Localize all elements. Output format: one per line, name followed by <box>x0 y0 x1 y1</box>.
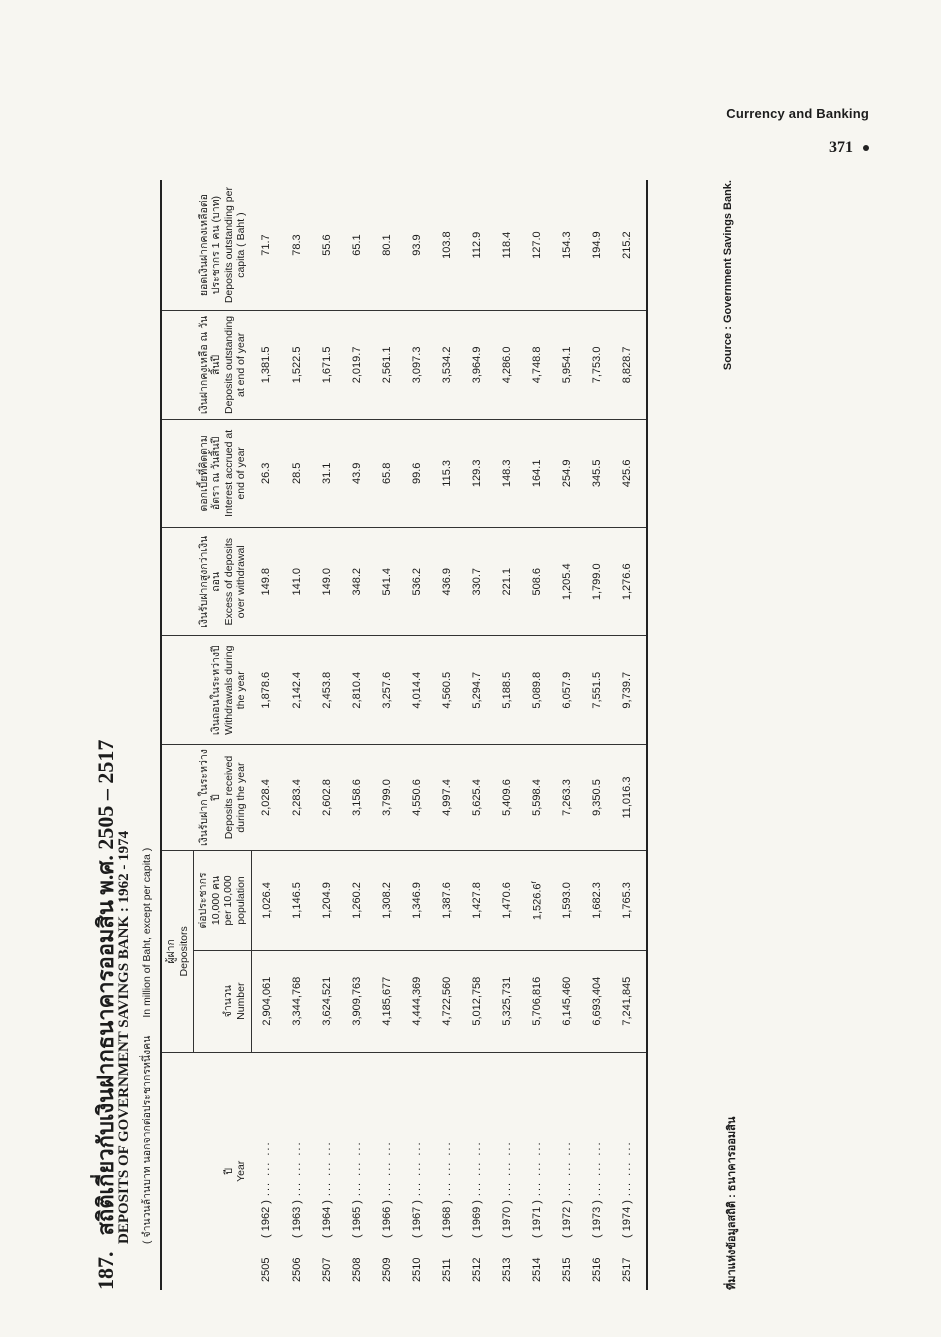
cell-year <box>372 1052 402 1290</box>
year-be: 2509 <box>380 1257 393 1282</box>
cell-withdrawals: 2,453.8 <box>312 636 342 744</box>
cell-per-capita: 194.9 <box>590 231 603 259</box>
cell-interest: 148.3 <box>492 419 522 527</box>
cell-number: 5,012,758 <box>462 950 492 1052</box>
cell-deposits-received: 11,016.3 <box>612 744 647 850</box>
cell-number: 2,904,061 <box>251 950 282 1052</box>
cell-interest: 99.6 <box>402 419 432 527</box>
table-row <box>402 180 432 1290</box>
cell-per-capita: 118.4 <box>500 231 513 259</box>
cell-excess: 141.0 <box>282 528 312 636</box>
cell-deposits-received: 9,350.5 <box>582 744 612 850</box>
year-ce: ( 1963 ) <box>290 1200 303 1238</box>
cell-per-capita: 80.1 <box>380 234 393 256</box>
year-ce: ( 1972 ) <box>560 1200 573 1238</box>
year-ce: ( 1964 ) <box>320 1200 333 1238</box>
table-row <box>552 180 582 1290</box>
cell-excess: 1,799.0 <box>582 528 612 636</box>
bullet-dot <box>863 145 869 151</box>
table-row <box>372 180 402 1290</box>
page-header <box>726 106 869 157</box>
cell-outstanding: 7,753.0 <box>582 311 612 419</box>
table-row <box>522 180 552 1290</box>
row-leader: ... ... ... <box>590 1140 603 1197</box>
cell-excess: 1,205.4 <box>552 528 582 636</box>
year-ce: ( 1969 ) <box>470 1200 483 1238</box>
cell-per-population: 1,526.6$^r$ <box>522 851 552 951</box>
cell-per-population: 1,026.4 <box>251 851 282 951</box>
cell-excess: 149.0 <box>312 528 342 636</box>
deposits-table <box>160 180 648 1290</box>
cell-year <box>312 1052 342 1290</box>
cell-deposits-received: 2,028.4 <box>251 744 282 850</box>
cell-deposits-received: 5,409.6 <box>492 744 522 850</box>
cell-per-capita: 103.8 <box>440 231 453 259</box>
row-leader: ... ... ... <box>530 1140 543 1197</box>
year-ce: ( 1970 ) <box>500 1200 513 1238</box>
table-title-thai: 187.สถิติเกี่ยวกับเงินฝากธนาคารออมสิน พ.ศ. 2505 – 2517 <box>93 739 118 1290</box>
cell-year <box>492 1052 522 1290</box>
cell-interest: 425.6 <box>612 419 647 527</box>
cell-excess: 541.4 <box>372 528 402 636</box>
cell-per-population: 1,387.6 <box>432 851 462 951</box>
row-leader: ... ... ... <box>470 1140 483 1197</box>
cell-outstanding: 4,286.0 <box>492 311 522 419</box>
row-leader: ... ... ... <box>560 1140 573 1197</box>
cell-per-population: 1,470.6 <box>492 851 522 951</box>
table-row <box>462 180 492 1290</box>
table-row <box>612 180 647 1290</box>
row-leader: ... ... ... <box>380 1140 393 1197</box>
cell-outstanding: 1,381.5 <box>251 311 282 419</box>
cell-deposits-received: 5,598.4 <box>522 744 552 850</box>
table-row <box>582 180 612 1290</box>
cell-number: 5,706,816 <box>522 950 552 1052</box>
cell-interest: 164.1 <box>522 419 552 527</box>
cell-number: 4,444,369 <box>402 950 432 1052</box>
cell-deposits-received: 2,283.4 <box>282 744 312 850</box>
year-be: 2511 <box>440 1258 453 1282</box>
source-english: Source : Government Savings Bank. <box>722 180 734 371</box>
table-row <box>282 180 312 1290</box>
cell-excess: 348.2 <box>342 528 372 636</box>
cell-per-population: 1,146.5 <box>282 851 312 951</box>
cell-excess: 221.1 <box>492 528 522 636</box>
cell-withdrawals: 1,878.6 <box>251 636 282 744</box>
cell-interest: 43.9 <box>342 419 372 527</box>
cell-number: 4,185,677 <box>372 950 402 1052</box>
cell-per-capita: 112.9 <box>470 231 483 259</box>
cell-number: 6,693,404 <box>582 950 612 1052</box>
year-ce: ( 1973 ) <box>590 1200 603 1238</box>
cell-per-population: 1,308.2 <box>372 851 402 951</box>
year-ce: ( 1974 ) <box>620 1200 633 1238</box>
cell-number: 3,909,763 <box>342 950 372 1052</box>
year-be: 2512 <box>470 1257 483 1282</box>
year-ce: ( 1967 ) <box>410 1200 423 1238</box>
year-be: 2517 <box>620 1257 633 1282</box>
col-header-depositors: ผู้ฝาก Depositors <box>161 851 194 1052</box>
cell-withdrawals: 4,560.5 <box>432 636 462 744</box>
cell-per-capita: 65.1 <box>350 234 363 256</box>
year-be: 2506 <box>290 1257 303 1282</box>
revised-footnote-mark: r <box>529 880 539 884</box>
source-thai: ที่มาแห่งข้อมูลสถิติ : ธนาคารออมสิน <box>726 1116 738 1290</box>
col-header-year: ปี Year <box>161 1052 251 1290</box>
cell-per-capita: 154.3 <box>560 231 573 259</box>
cell-year <box>402 1052 432 1290</box>
cell-per-population: 1,593.0 <box>552 851 582 951</box>
col-header-excess: เงินรับฝากสูงกว่าเงินถอน Excess of deposits over withdrawal <box>161 528 251 636</box>
cell-per-population: 1,204.9 <box>312 851 342 951</box>
cell-deposits-received: 4,550.6 <box>402 744 432 850</box>
cell-interest: 65.8 <box>372 419 402 527</box>
row-leader: ... ... ... <box>320 1140 333 1197</box>
cell-year <box>251 1052 282 1290</box>
cell-excess: 436.9 <box>432 528 462 636</box>
table-row <box>432 180 462 1290</box>
col-header-outstanding: เงินฝากคงเหลือ ณ วันสิ้นปี Deposits outstanding at end of year <box>161 311 251 419</box>
cell-number: 4,722,560 <box>432 950 462 1052</box>
cell-per-population: 1,427.8 <box>462 851 492 951</box>
cell-number: 7,241,845 <box>612 950 647 1052</box>
cell-per-population: 1,765.3 <box>612 851 647 951</box>
row-leader: ... ... ... <box>350 1140 363 1197</box>
year-ce: ( 1968 ) <box>440 1200 453 1238</box>
cell-per-capita: 215.2 <box>612 180 647 311</box>
cell-outstanding: 2,561.1 <box>372 311 402 419</box>
cell-interest: 31.1 <box>312 419 342 527</box>
year-be: 2515 <box>560 1257 573 1282</box>
cell-outstanding: 1,671.5 <box>312 311 342 419</box>
col-header-withdrawals: เงินถอนในระหว่างปี Withdrawals during the year <box>161 636 251 744</box>
cell-outstanding: 3,534.2 <box>432 311 462 419</box>
cell-number: 3,624,521 <box>312 950 342 1052</box>
cell-deposits-received: 2,602.8 <box>312 744 342 850</box>
table-title-english: DEPOSITS OF GOVERNMENT SAVINGS BANK : 1962 - 1974 <box>116 830 132 1244</box>
cell-deposits-received: 3,799.0 <box>372 744 402 850</box>
cell-interest: 28.5 <box>282 419 312 527</box>
row-leader: ... ... ... <box>410 1140 423 1197</box>
row-leader: ... ... ... <box>500 1140 513 1197</box>
section-title: Currency and Banking <box>726 106 869 121</box>
cell-outstanding: 2,019.7 <box>342 311 372 419</box>
year-ce: ( 1966 ) <box>380 1200 393 1238</box>
cell-outstanding: 5,954.1 <box>552 311 582 419</box>
cell-year <box>462 1052 492 1290</box>
cell-number: 3,344,768 <box>282 950 312 1052</box>
cell-interest: 26.3 <box>251 419 282 527</box>
cell-excess: 536.2 <box>402 528 432 636</box>
col-header-interest: ดอกเบี้ยที่คิดตามอัตรา ณ วันสิ้นปี Interest accrued at end of year <box>161 419 251 527</box>
cell-per-capita: 71.7 <box>260 234 273 256</box>
cell-deposits-received: 3,158.6 <box>342 744 372 850</box>
cell-withdrawals: 5,188.5 <box>492 636 522 744</box>
cell-withdrawals: 5,294.7 <box>462 636 492 744</box>
cell-withdrawals: 5,089.8 <box>522 636 552 744</box>
table-row <box>342 180 372 1290</box>
col-header-per-population: ต่อประชากร 10,000 คน per 10,000 population <box>194 851 251 951</box>
year-be: 2516 <box>590 1257 603 1282</box>
table-unit-note: ( จำนวนล้านบาท นอกจากต่อประชากรหนึ่งคนIn million of Baht, except per capita ) <box>141 847 153 1244</box>
cell-per-capita: 93.9 <box>410 234 423 256</box>
cell-year <box>582 1052 612 1290</box>
row-leader: ... ... ... <box>440 1140 453 1197</box>
cell-per-capita: 55.6 <box>320 234 333 256</box>
cell-excess: 1,276.6 <box>612 528 647 636</box>
cell-withdrawals: 6,057.9 <box>552 636 582 744</box>
cell-excess: 149.8 <box>251 528 282 636</box>
cell-number: 5,325,731 <box>492 950 522 1052</box>
col-header-number: จำนวน Number <box>194 950 251 1052</box>
year-ce: ( 1965 ) <box>350 1200 363 1238</box>
cell-year <box>282 1052 312 1290</box>
cell-interest: 115.3 <box>432 419 462 527</box>
table-row <box>312 180 342 1290</box>
cell-withdrawals: 7,551.5 <box>582 636 612 744</box>
cell-excess: 508.6 <box>522 528 552 636</box>
cell-withdrawals: 2,142.4 <box>282 636 312 744</box>
year-be: 2513 <box>500 1257 513 1282</box>
cell-per-population: 1,346.9 <box>402 851 432 951</box>
year-ce: ( 1962 ) <box>260 1200 273 1238</box>
year-be: 2507 <box>320 1257 333 1282</box>
rotated-table-page <box>88 180 808 1290</box>
cell-outstanding: 4,748.8 <box>522 311 552 419</box>
year-be: 2505 <box>260 1257 273 1282</box>
cell-year <box>432 1052 462 1290</box>
cell-outstanding: 3,964.9 <box>462 311 492 419</box>
cell-withdrawals: 9,739.7 <box>612 636 647 744</box>
cell-year <box>522 1052 552 1290</box>
table-row <box>251 180 282 1290</box>
col-header-deposits-received: เงินรับฝาก ในระหว่างปี Deposits received during the year <box>161 744 251 850</box>
cell-outstanding: 8,828.7 <box>612 311 647 419</box>
page-number: 371 <box>726 139 869 157</box>
cell-outstanding: 1,522.5 <box>282 311 312 419</box>
cell-interest: 345.5 <box>582 419 612 527</box>
year-be: 2508 <box>350 1257 363 1282</box>
cell-deposits-received: 7,263.3 <box>552 744 582 850</box>
cell-withdrawals: 3,257.6 <box>372 636 402 744</box>
cell-per-population: 1,682.3 <box>582 851 612 951</box>
row-leader: ... ... ... <box>290 1140 303 1197</box>
cell-year <box>612 1052 647 1290</box>
row-leader: ... ... ... <box>260 1140 273 1197</box>
table-number: 187. <box>93 1251 118 1290</box>
year-ce: ( 1971 ) <box>530 1200 543 1238</box>
table-body <box>251 180 647 1290</box>
col-header-per-capita: ยอดเงินฝากคงเหลือต่อประชากร 1 คน (บาท) Deposits outstanding per capita ( Baht ) <box>161 180 251 311</box>
cell-interest: 254.9 <box>552 419 582 527</box>
cell-withdrawals: 4,014.4 <box>402 636 432 744</box>
cell-per-population: 1,260.2 <box>342 851 372 951</box>
cell-year <box>552 1052 582 1290</box>
cell-deposits-received: 4,997.4 <box>432 744 462 850</box>
year-be: 2514 <box>530 1257 543 1282</box>
row-leader: ... ... ... <box>620 1140 633 1197</box>
cell-per-capita: 127.0 <box>530 231 543 259</box>
cell-outstanding: 3,097.3 <box>402 311 432 419</box>
cell-year <box>342 1052 372 1290</box>
cell-excess: 330.7 <box>462 528 492 636</box>
cell-withdrawals: 2,810.4 <box>342 636 372 744</box>
table-row <box>492 180 522 1290</box>
cell-number: 6,145,460 <box>552 950 582 1052</box>
cell-interest: 129.3 <box>462 419 492 527</box>
cell-per-capita: 78.3 <box>290 234 303 256</box>
cell-deposits-received: 5,625.4 <box>462 744 492 850</box>
year-be: 2510 <box>410 1257 423 1282</box>
